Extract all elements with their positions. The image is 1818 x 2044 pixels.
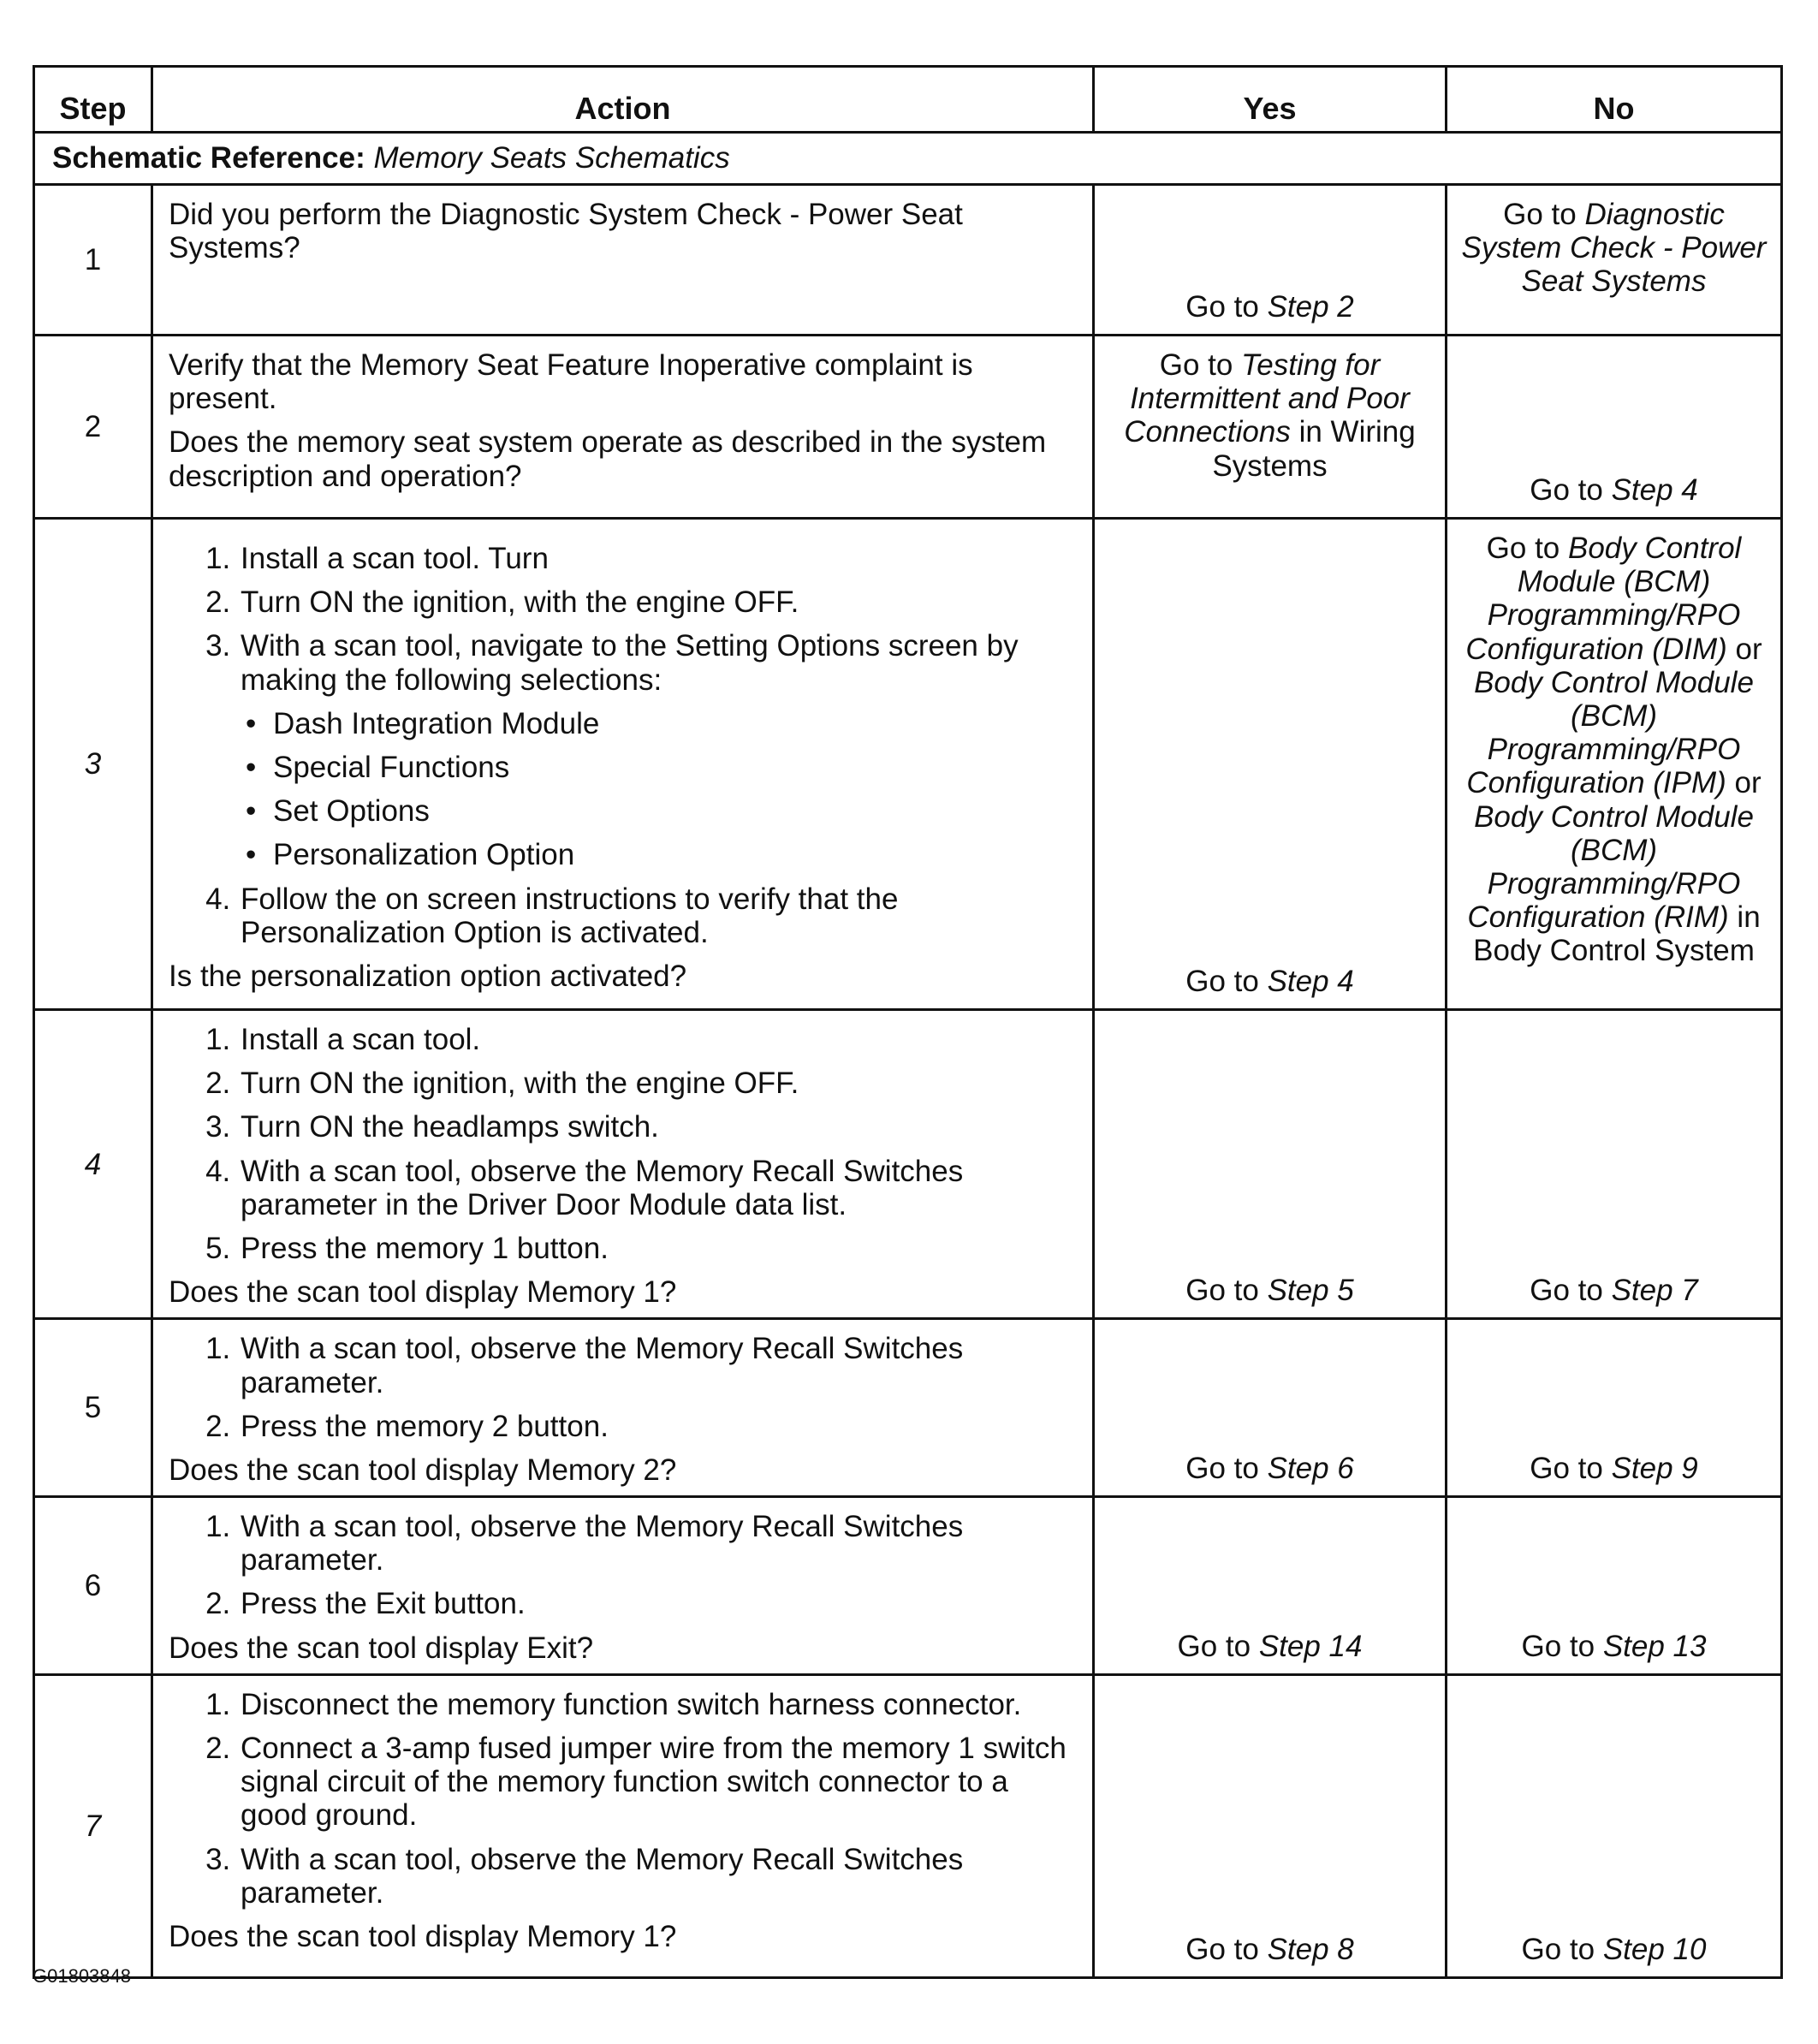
no-text-suffix: in Body Control System (1473, 900, 1761, 968)
action-question: Does the memory seat system operate as described in the system description and operation? (169, 425, 1047, 493)
no-cell (1447, 1674, 1782, 1977)
step-number: 3 (34, 519, 152, 1010)
table-row-step-5 (34, 1319, 1782, 1497)
yes-cell (1094, 1674, 1447, 1977)
table-row-step-7 (34, 1674, 1782, 1977)
yes-link[interactable]: Step 6 (1267, 1451, 1354, 1485)
no-text: Go to (1486, 532, 1568, 565)
step-number: 7 (34, 1674, 152, 1977)
no-link[interactable]: Step 13 (1602, 1629, 1707, 1663)
no-text: Go to (1503, 198, 1585, 231)
yes-text: Go to (1185, 964, 1268, 998)
selection-item: • Set Options (271, 794, 1075, 828)
action-cell (152, 1319, 1094, 1497)
yes-link[interactable]: Step 5 (1267, 1274, 1354, 1308)
header-no: No (1447, 67, 1782, 133)
yes-cell (1094, 1319, 1447, 1497)
yes-text: Go to (1159, 348, 1242, 382)
yes-cell (1094, 1010, 1447, 1319)
action-cell (152, 1010, 1094, 1319)
action-cell (152, 336, 1094, 519)
no-cell (1447, 336, 1782, 519)
table-row-step-6 (34, 1497, 1782, 1675)
no-cell (1447, 185, 1782, 336)
action-step: 2. Press the Exit button. (239, 1587, 1075, 1620)
yes-cell (1094, 519, 1447, 1010)
action-steps-list (169, 542, 1075, 949)
step-number: 4 (34, 1010, 152, 1319)
no-link-rim[interactable]: Body Control Module (BCM) Programming/RPO Configuration (RIM) (1467, 799, 1754, 935)
header-yes: Yes (1094, 67, 1447, 133)
action-step: 5. Press the memory 1 button. (239, 1232, 1075, 1265)
yes-text: Go to (1185, 1451, 1268, 1485)
no-link[interactable]: Diagnostic System Check - Power Seat Systems (1461, 198, 1767, 299)
action-question: Is the personalization option activated? (169, 959, 687, 993)
schematic-reference-label: Schematic Reference: (52, 141, 365, 175)
diagnostic-table (33, 65, 1783, 1979)
no-link[interactable]: Step 4 (1611, 472, 1698, 507)
action-steps-list (169, 1688, 1075, 1910)
no-link[interactable]: Step 10 (1602, 1932, 1707, 1966)
yes-link[interactable]: Step 14 (1258, 1629, 1363, 1663)
action-step: 1. Install a scan tool. Turn (239, 542, 1075, 575)
no-cell (1447, 1497, 1782, 1675)
step-number: 2 (34, 336, 152, 519)
action-question: Does the scan tool display Exit? (169, 1631, 594, 1665)
no-text-or: or (1726, 632, 1762, 666)
table-row-step-2 (34, 336, 1782, 519)
step-number: 6 (34, 1497, 152, 1675)
action-step: 1. With a scan tool, observe the Memory Recall Switches parameter. (239, 1332, 1075, 1399)
action-step: 4. Follow the on screen instructions to verify that the Personalization Option is activated. (239, 882, 1075, 949)
action-cell (152, 519, 1094, 1010)
action-cell (152, 185, 1094, 336)
action-step: 1. Install a scan tool. (239, 1023, 1075, 1056)
action-step: 3. Turn ON the headlamps switch. (239, 1110, 1075, 1144)
no-link-ipm[interactable]: Body Control Module (BCM) Programming/RPO Configuration (IPM) (1466, 665, 1754, 800)
yes-cell (1094, 336, 1447, 519)
action-step: 2. Turn ON the ignition, with the engine OFF. (239, 1067, 1075, 1100)
selection-item: • Special Functions (271, 751, 1075, 784)
schematic-reference-link[interactable]: Memory Seats Schematics (373, 141, 730, 175)
yes-text: Go to (1185, 1274, 1268, 1308)
no-cell (1447, 519, 1782, 1010)
action-cell (152, 1674, 1094, 1977)
table-row-step-3 (34, 519, 1782, 1010)
action-step-text: With a scan tool, navigate to the Setting Options screen by making the following selections: (241, 629, 1019, 697)
action-instruction: Verify that the Memory Seat Feature Inoperative complaint is present. (169, 348, 973, 416)
action-step: 2. Turn ON the ignition, with the engine OFF. (239, 585, 1075, 619)
selection-item: • Personalization Option (271, 838, 1075, 871)
no-cell (1447, 1010, 1782, 1319)
no-text: Go to (1530, 1451, 1612, 1485)
action-question: Does the scan tool display Memory 1? (169, 1919, 677, 1953)
yes-link[interactable]: Step 8 (1267, 1932, 1354, 1966)
no-link[interactable]: Step 7 (1611, 1274, 1698, 1308)
yes-text: Go to (1185, 1932, 1268, 1966)
action-question: Does the scan tool display Memory 1? (169, 1275, 677, 1310)
action-cell (152, 1497, 1094, 1675)
action-steps-list (169, 1510, 1075, 1621)
no-text: Go to (1521, 1932, 1603, 1966)
header-action: Action (152, 67, 1094, 133)
selection-list (241, 707, 1075, 872)
action-question: Does the scan tool display Memory 2? (169, 1453, 677, 1487)
step-number: 1 (34, 185, 152, 336)
schematic-reference (34, 133, 1782, 185)
header-step: Step (34, 67, 152, 133)
yes-link[interactable]: Step 4 (1267, 964, 1354, 998)
table-row-step-1 (34, 185, 1782, 336)
action-step: 3. With a scan tool, observe the Memory Recall Switches parameter. (239, 1843, 1075, 1910)
no-text: Go to (1530, 1274, 1612, 1308)
action-step: 2. Connect a 3-amp fused jumper wire from the memory 1 switch signal circuit of the memory function switch connector to a good ground. (239, 1732, 1075, 1833)
step-number: 5 (34, 1319, 152, 1497)
yes-text: Go to (1177, 1629, 1259, 1663)
action-step: 2. Press the memory 2 button. (239, 1410, 1075, 1443)
selection-item: • Dash Integration Module (271, 707, 1075, 740)
yes-link[interactable]: Testing for Intermittent and Poor Connections (1124, 348, 1410, 449)
action-step: 1. With a scan tool, observe the Memory Recall Switches parameter. (239, 1510, 1075, 1577)
action-steps-list (169, 1023, 1075, 1265)
header-row (34, 67, 1782, 133)
no-text-or: or (1726, 766, 1762, 800)
no-cell (1447, 1319, 1782, 1497)
action-step: 1. Disconnect the memory function switch harness connector. (239, 1688, 1075, 1721)
no-link[interactable]: Step 9 (1611, 1451, 1698, 1485)
action-steps-list (169, 1332, 1075, 1443)
no-text: Go to (1521, 1629, 1603, 1663)
action-question: Did you perform the Diagnostic System Check - Power Seat Systems? (169, 198, 963, 265)
yes-text: Go to (1185, 289, 1268, 324)
schematic-reference-row (34, 133, 1782, 185)
no-text: Go to (1530, 472, 1612, 507)
yes-link[interactable]: Step 2 (1267, 289, 1354, 324)
yes-cell (1094, 1497, 1447, 1675)
action-step (239, 629, 1075, 871)
table-row-step-4 (34, 1010, 1782, 1319)
no-link-dim[interactable]: Body Control Module (BCM) Programming/RPO Configuration (DIM) (1465, 532, 1742, 666)
yes-cell (1094, 185, 1447, 336)
figure-id: G01803848 (33, 1965, 131, 1987)
yes-text-suffix: in Wiring Systems (1212, 415, 1416, 483)
action-step: 4. With a scan tool, observe the Memory Recall Switches parameter in the Driver Door Module data list. (239, 1155, 1075, 1221)
